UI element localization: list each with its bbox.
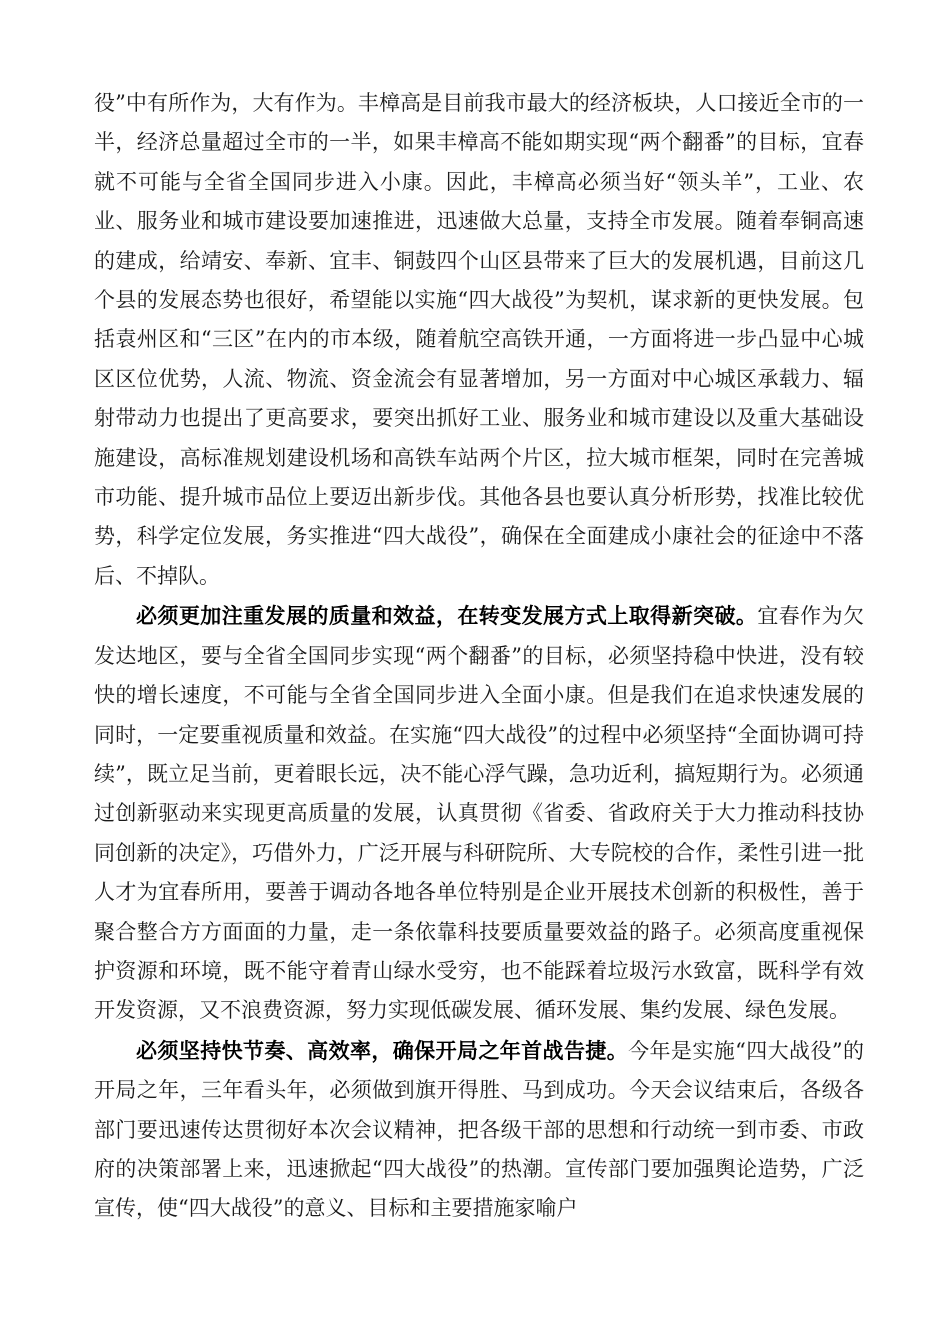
paragraph-lead-heading: 必须坚持快节奏、高效率，确保开局之年首战告捷。 [136,1037,629,1063]
paragraph-quality-efficiency [94,596,864,1030]
paragraph-lead-heading: 必须更加注重发展的质量和效益，在转变发展方式上取得新突破。 [136,603,758,629]
paragraph-continuation [94,84,864,596]
document-body [94,84,864,1229]
paragraph-fast-pace [94,1031,864,1229]
paragraph-text: 役”中有所作为，大有作为。丰樟高是目前我市最大的经济板块，人口接近全市的一半，经济总量超过全市的一半，如果丰樟高不能如期实现“两个翻番”的目标，宜春就不可能与全省全国同步进入小康。因此，丰樟高必须当好“领头羊”，工业、农业、服务业和城市建设要加速推进，迅速做大总量，支持全市发展。随着奉铜高速的建成，给靖安、奉新、宜丰、铜鼓四个山区县带来了巨大的发展机遇，目前这几个县的发展态势也很好，希望能以实施“四大战役”为契机，谋求新的更快发展。包括袁州区和“三区”在内的市本级，随着航空高铁开通，一方面将进一步凸显中心城区区位优势，人流、物流、资金流会有显著增加，另一方面对中心城区承载力、辐射带动力也提出了更高要求，要突出抓好工业、服务业和城市建设以及重大基础设施建设，高标准规划建设机场和高铁车站两个片区，拉大城市框架，同时在完善城市功能、提升城市品位上要迈出新步伐。其他各县也要认真分析形势，找准比较优势，科学定位发展，务实推进“四大战役”，确保在全面建成小康社会的征途中不落后、不掉队。 [94,91,864,588]
paragraph-text: 今年是实施“四大战役”的开局之年，三年看头年，必须做到旗开得胜、马到成功。今天会议结束后，各级各部门要迅速传达贯彻好本次会议精神，把各级干部的思想和行动统一到市委、市政府的决策部署上来，迅速掀起“四大战役”的热潮。宣传部门要加强舆论造势，广泛宣传，使“四大战役”的意义、目标和主要措施家喻户 [94,1038,864,1221]
paragraph-text: 宜春作为欠发达地区，要与全省全国同步实现“两个翻番”的目标，必须坚持稳中快进，没有较快的增长速度，不可能与全省全国同步进入全面小康。但是我们在追求快速发展的同时，一定要重视质量和效益。在实施“四大战役”的过程中必须坚持“全面协调可持续”，既立足当前，更着眼长远，决不能心浮气躁，急功近利，搞短期行为。必须通过创新驱动来实现更高质量的发展，认真贯彻《省委、省政府关于大力推动科技协同创新的决定》，巧借外力，广泛开展与科研院所、大专院校的合作，柔性引进一批人才为宜春所用，要善于调动各地各单位特别是企业开展技术创新的积极性，善于聚合整合方方面面的力量，走一条依靠科技要质量要效益的路子。必须高度重视保护资源和环境，既不能守着青山绿水受穷，也不能踩着垃圾污水致富，既科学有效开发资源，又不浪费资源，努力实现低碳发展、循环发展、集约发展、绿色发展。 [94,604,865,1023]
